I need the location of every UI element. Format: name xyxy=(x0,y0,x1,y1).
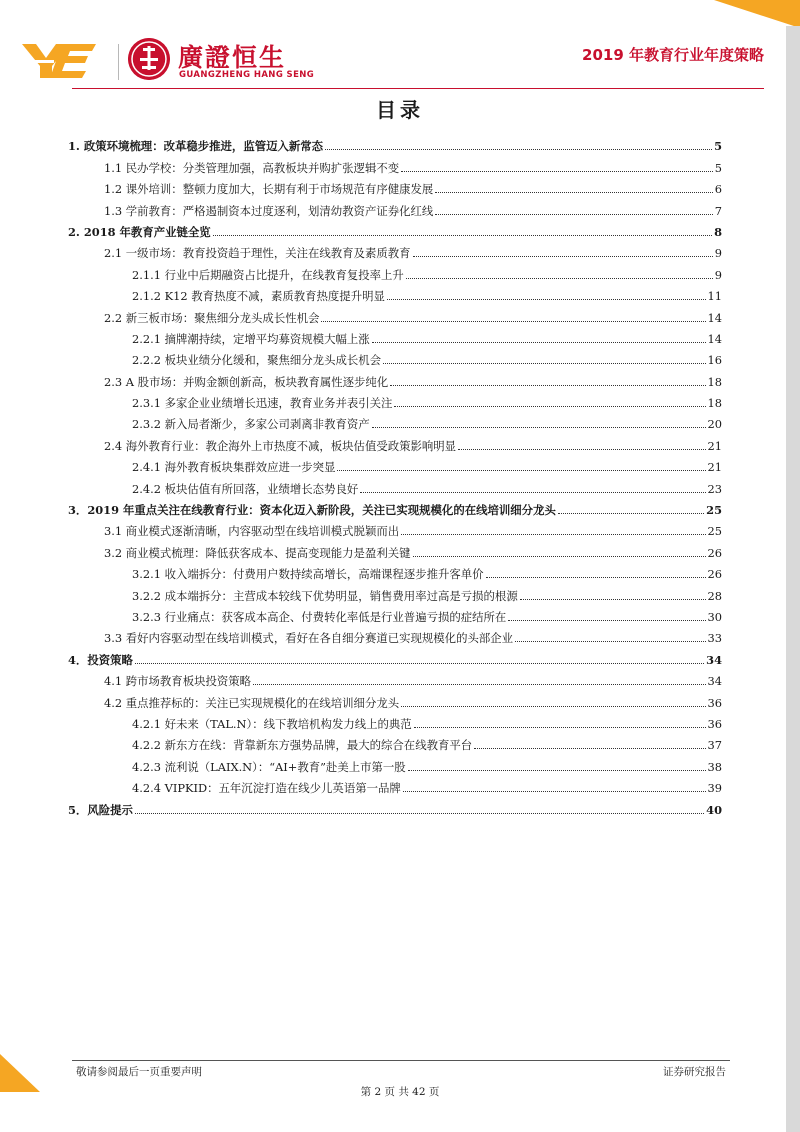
toc-entry[interactable] xyxy=(68,795,722,816)
toc-leader-dots xyxy=(414,727,706,728)
toc-leader-dots xyxy=(413,256,713,257)
page-number: 第 2 页 共 42 页 xyxy=(360,1086,440,1098)
header-rule xyxy=(72,88,764,89)
toc-leader-dots xyxy=(321,321,705,322)
toc-leader-dots xyxy=(387,299,706,300)
toc-entry[interactable] xyxy=(68,688,722,709)
toc-entry[interactable] xyxy=(68,517,722,538)
toc-entry-label: 3.1 商业模式逐渐清晰，内容驱动型在线培训模式脱颖而出 xyxy=(104,524,400,539)
toc-entry-page: 5 xyxy=(714,139,722,154)
toc-entry-page: 25 xyxy=(707,524,722,539)
toc-leader-dots xyxy=(213,235,712,236)
toc-leader-dots xyxy=(413,556,706,557)
toc-leader-dots xyxy=(435,192,712,193)
toc-entry-label: 1.1 民办学校：分类管理加强，高教板块并购扩张逻辑不变 xyxy=(104,160,400,175)
toc-entry-page: 8 xyxy=(714,224,722,239)
toc-entry-label: 4．投资策略 xyxy=(68,652,133,667)
toc-entry[interactable] xyxy=(68,218,722,239)
toc-leader-dots xyxy=(474,748,705,749)
toc-entry-label: 3.3 看好内容驱动型在线培训模式，看好在各自细分赛道已实现规模化的头部企业 xyxy=(104,631,514,646)
toc-entry-page: 34 xyxy=(706,652,722,667)
toc-entry[interactable] xyxy=(68,752,722,773)
toc-entry-label: 2.3 A 股市场：并购金额创新高，板块教育属性逐步纯化 xyxy=(104,374,389,389)
toc-entry[interactable] xyxy=(68,731,722,752)
toc-entry[interactable] xyxy=(68,175,722,196)
toc-entry-label: 4.2 重点推荐标的：关注已实现规模化的在线培训细分龙头 xyxy=(104,695,400,710)
yuefeng-logo-icon xyxy=(22,44,96,78)
toc-entry-page: 6 xyxy=(714,182,722,197)
toc-entry-label: 2.4.2 板块估值有所回落，业绩增长态势良好 xyxy=(132,481,359,496)
toc-leader-dots xyxy=(508,620,705,621)
toc-entry-label: 3.2.2 成本端拆分：主营成本较线下优势明显，销售费用率过高是亏损的根源 xyxy=(132,588,518,603)
toc-entry[interactable] xyxy=(68,560,722,581)
toc-leader-dots xyxy=(401,171,713,172)
toc-leader-dots xyxy=(406,278,713,279)
toc-leader-dots xyxy=(360,492,705,493)
toc-entry-page: 36 xyxy=(707,695,722,710)
right-edge-bar xyxy=(786,26,800,1132)
toc-entry[interactable] xyxy=(68,774,722,795)
toc-entry[interactable] xyxy=(68,367,722,388)
toc-entry-page: 14 xyxy=(707,331,722,346)
toc-entry[interactable] xyxy=(68,453,722,474)
toc-leader-dots xyxy=(135,663,704,664)
toc-entry-page: 14 xyxy=(707,310,722,325)
table-of-contents xyxy=(68,132,722,817)
toc-entry-page: 9 xyxy=(714,246,722,261)
toc-leader-dots xyxy=(558,513,704,514)
toc-entry[interactable] xyxy=(68,645,722,666)
toc-entry-label: 3.2 商业模式梳理：降低获客成本、提高变现能力是盈利关键 xyxy=(104,545,411,560)
toc-entry-label: 2.1.1 行业中后期融资占比提升，在线教育复投率上升 xyxy=(132,267,404,282)
toc-entry-page: 39 xyxy=(707,781,722,796)
toc-entry[interactable] xyxy=(68,132,722,153)
toc-title: 目录 xyxy=(376,98,424,122)
toc-entry-label: 1.3 学前教育：严格遏制资本过度逐利，划清幼教资产证券化红线 xyxy=(104,203,434,218)
toc-entry-label: 2.2.1 摘牌潮持续，定增平均募资规模大幅上涨 xyxy=(132,331,370,346)
toc-entry[interactable] xyxy=(68,410,722,431)
toc-entry-page: 28 xyxy=(707,588,722,603)
toc-entry-label: 3.2.1 收入端拆分：付费用户数持续高增长，高端课程逐步推升客单价 xyxy=(132,567,484,582)
toc-entry-label: 2.3.1 多家企业业绩增长迅速，教育业务并表引关注 xyxy=(132,396,393,411)
toc-entry-label: 4.2.4 VIPKID：五年沉淀打造在线少儿英语第一品牌 xyxy=(132,781,401,796)
toc-entry[interactable] xyxy=(68,153,722,174)
toc-leader-dots xyxy=(337,470,705,471)
toc-entry-page: 33 xyxy=(707,631,722,646)
toc-entry[interactable] xyxy=(68,624,722,645)
toc-entry-label: 2.2 新三板市场：聚焦细分龙头成长性机会 xyxy=(104,310,320,325)
toc-entry-page: 37 xyxy=(707,738,722,753)
toc-entry-page: 18 xyxy=(707,374,722,389)
toc-entry-label: 4.2.3 流利说（LAIX.N）：“AI+教育”赴美上市第一股 xyxy=(132,759,406,774)
toc-entry-page: 40 xyxy=(706,802,722,817)
toc-leader-dots xyxy=(253,684,705,685)
toc-entry-page: 16 xyxy=(707,353,722,368)
toc-entry-page: 38 xyxy=(707,759,722,774)
toc-entry-label: 2.4.1 海外教育板块集群效应进一步突显 xyxy=(132,460,336,475)
toc-entry[interactable] xyxy=(68,496,722,517)
toc-entry[interactable] xyxy=(68,346,722,367)
toc-entry[interactable] xyxy=(68,389,722,410)
toc-leader-dots xyxy=(401,706,705,707)
toc-entry-page: 23 xyxy=(707,481,722,496)
toc-entry-page: 26 xyxy=(707,545,722,560)
corner-decoration-top-right xyxy=(714,0,800,28)
toc-entry[interactable] xyxy=(68,325,722,346)
toc-entry-label: 2.1.2 K12 教育热度不减，素质教育热度提升明显 xyxy=(132,289,385,304)
toc-entry[interactable] xyxy=(68,667,722,688)
toc-entry-page: 5 xyxy=(714,160,722,175)
toc-entry[interactable] xyxy=(68,603,722,624)
brand-name: 廣證恒生 xyxy=(178,43,287,72)
toc-entry-page: 26 xyxy=(707,567,722,582)
toc-entry-page: 30 xyxy=(707,609,722,624)
toc-entry-label: 2.4 海外教育行业：教企海外上市热度不减，板块估值受政策影响明显 xyxy=(104,438,457,453)
toc-leader-dots xyxy=(458,449,705,450)
toc-entry-page: 20 xyxy=(707,417,722,432)
toc-entry-label: 4.2.2 新东方在线：背靠新东方强势品牌，最大的综合在线教育平台 xyxy=(132,738,473,753)
toc-leader-dots xyxy=(372,427,706,428)
toc-entry-page: 34 xyxy=(707,674,722,689)
toc-entry[interactable] xyxy=(68,239,722,260)
guangzheng-seal-icon xyxy=(128,38,170,80)
toc-entry[interactable] xyxy=(68,260,722,281)
toc-leader-dots xyxy=(394,406,705,407)
toc-leader-dots xyxy=(403,791,706,792)
toc-entry[interactable] xyxy=(68,581,722,602)
toc-entry-label: 3.2.3 行业痛点：获客成本高企、付费转化率低是行业普遍亏损的症结所在 xyxy=(132,609,507,624)
toc-entry[interactable] xyxy=(68,196,722,217)
toc-entry[interactable] xyxy=(68,538,722,559)
toc-leader-dots xyxy=(520,599,706,600)
toc-entry-page: 11 xyxy=(707,289,722,304)
toc-entry-label: 5．风险提示 xyxy=(68,802,133,817)
toc-entry-page: 25 xyxy=(706,503,722,518)
toc-entry-label: 2.2.2 板块业绩分化缓和，聚焦细分龙头成长机会 xyxy=(132,353,382,368)
toc-entry-page: 36 xyxy=(707,716,722,731)
toc-entry-label: 2.1 一级市场：教育投资趋于理性，关注在线教育及素质教育 xyxy=(104,246,411,261)
toc-entry-label: 2. 2018 年教育产业链全览 xyxy=(68,224,211,239)
header-logos xyxy=(22,38,315,86)
toc-entry[interactable] xyxy=(68,710,722,731)
toc-entry-label: 4.1 跨市场教育板块投资策略 xyxy=(104,674,252,689)
toc-entry[interactable] xyxy=(68,431,722,452)
footer-report-type: 证券研究报告 xyxy=(663,1066,726,1078)
toc-entry-label: 4.2.1 好未来（TAL.N）：线下教培机构发力线上的典范 xyxy=(132,716,412,731)
toc-leader-dots xyxy=(383,363,705,364)
footer-rule xyxy=(72,1060,730,1061)
report-title: 2019 年教育行业年度策略 xyxy=(582,46,764,64)
toc-entry-label: 1. 政策环境梳理：改革稳步推进，监管迈入新常态 xyxy=(68,139,324,154)
toc-entry-page: 21 xyxy=(707,460,722,475)
toc-leader-dots xyxy=(435,214,712,215)
toc-entry-page: 21 xyxy=(707,438,722,453)
toc-entry-page: 9 xyxy=(714,267,722,282)
toc-entry-label: 3．2019 年重点关注在线教育行业：资本化迈入新阶段，关注已实现规模化的在线培训细分龙头 xyxy=(68,503,556,518)
toc-leader-dots xyxy=(390,385,705,386)
toc-leader-dots xyxy=(408,770,706,771)
toc-entry-label: 1.2 课外培训：整顿力度加大，长期有利于市场规范有序健康发展 xyxy=(104,182,434,197)
toc-entry[interactable] xyxy=(68,474,722,495)
brand-name-english: GUANGZHENG HANG SENG xyxy=(179,70,315,80)
toc-entry-label: 2.3.2 新入局者渐少，多家公司剥离非教育资产 xyxy=(132,417,370,432)
toc-leader-dots xyxy=(135,813,704,814)
toc-entry-page: 7 xyxy=(714,203,722,218)
toc-entry[interactable] xyxy=(68,282,722,303)
logo-divider xyxy=(118,44,119,80)
footer-disclaimer: 敬请参阅最后一页重要声明 xyxy=(76,1066,202,1078)
toc-entry[interactable] xyxy=(68,303,722,324)
toc-leader-dots xyxy=(372,342,706,343)
toc-leader-dots xyxy=(486,577,706,578)
toc-entry-page: 18 xyxy=(707,396,722,411)
toc-leader-dots xyxy=(401,534,705,535)
toc-leader-dots xyxy=(325,149,712,150)
toc-leader-dots xyxy=(515,641,705,642)
